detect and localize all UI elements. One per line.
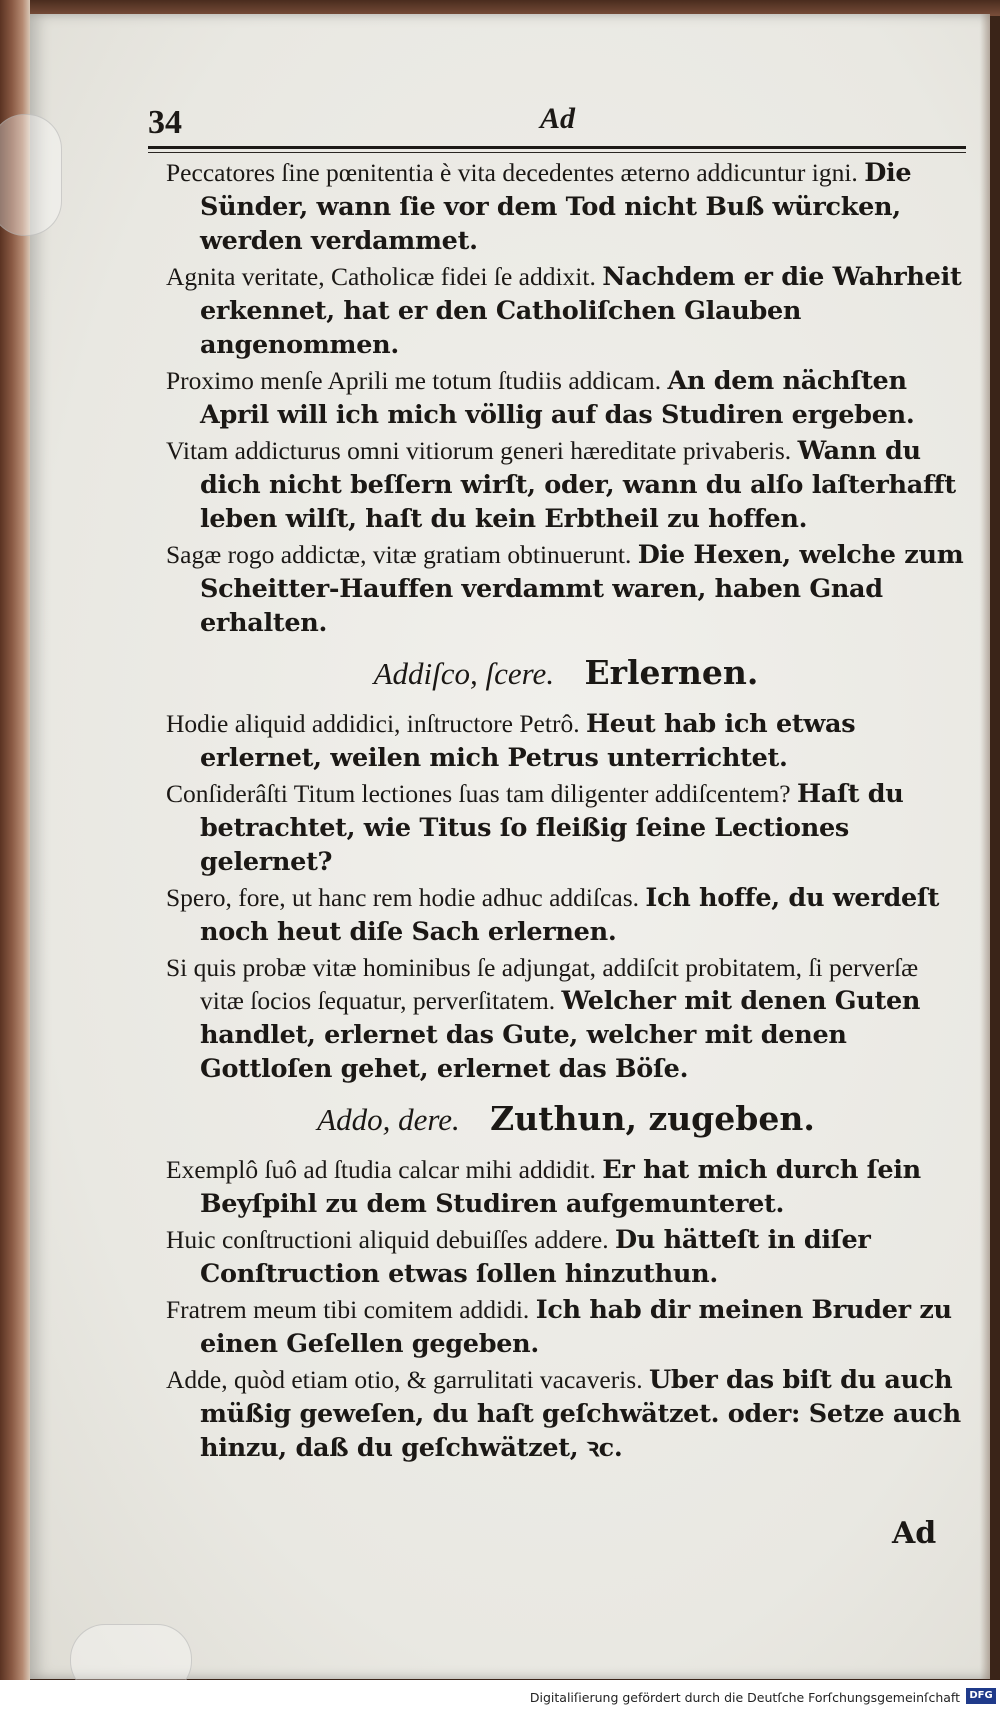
entry [166,364,966,432]
entry [166,881,966,949]
entry [166,707,966,775]
german-translation: Ich hoffe, du werdeſt noch heut diſe Sach erlernen. [200,883,940,947]
german-translation: Er hat mich durch ſein Beyſpihl zu dem Studiren aufgemunteret. [200,1155,921,1219]
german-translation: Heut hab ich etwas erlernet, weilen mich Petrus unterrichtet. [200,709,856,773]
latin-phrase: Peccatores ſine pœnitentia è vita decedentes æterno addicuntur igni. [166,158,858,187]
entry [166,951,966,1086]
book-binding [0,0,30,1713]
german-translation: An dem nächſten April will ich mich völlig auf das Studiren ergeben. [200,366,915,430]
headword-german: Zuthun, zugeben. [490,1099,815,1138]
german-translation: Welcher mit denen Guten handlet, erlernet das Gute, welcher mit denen Gottloſen gehet, erlernet das Böſe. [200,986,921,1084]
page-edge-shadow [980,14,990,1679]
section-heading [166,652,966,697]
page-header [148,92,948,152]
entry [166,260,966,362]
headword-german: Erlernen. [584,653,759,692]
header-rule-thin [148,152,966,153]
latin-phrase: Vitam addicturus omni vitiorum generi hæreditate privaberis. [166,436,792,465]
latin-phrase: Fratrem meum tibi comitem addidi. [166,1295,530,1324]
german-translation: Nachdem er die Wahrheit erkennet, hat er den Catholiſchen Glauben angenommen. [200,262,962,360]
german-translation: Ich hab dir meinen Bruder zu einen Geſellen gegeben. [200,1295,952,1359]
latin-phrase: Exemplô ſuô ad ſtudia calcar mihi addidit. [166,1155,596,1184]
latin-phrase: Huic conſtructioni aliquid debuiſſes addere. [166,1225,609,1254]
page-number: 34 [148,104,182,141]
glass-clip-top [0,114,62,236]
headword-latin: Addo, dere. [317,1102,460,1137]
entry [166,777,966,879]
entry [166,538,966,640]
entry [166,434,966,536]
latin-phrase: Agnita veritate, Catholicæ fidei ſe addixit. [166,262,596,291]
entry [166,1153,966,1221]
german-translation: Haſt du betrachtet, wie Titus ſo fleißig ſeine Lectiones gelernet? [200,779,904,877]
entry [166,1363,966,1465]
german-translation: Wann du dich nicht beſſern wirſt, oder, wann du alſo laſterhafft leben wilſt, haſt du kein Erbtheil zu hoffen. [200,436,956,534]
footer-credit: Digitaliſierung gefördert durch die Deutſche Forſchungsgemeinſchaft [529,1690,960,1705]
german-translation: Die Hexen, welche zum Scheitter-Hauffen verdammt waren, haben Gnad erhalten. [200,540,964,638]
latin-phrase: Hodie aliquid addidici, inſtructore Petrô. [166,709,580,738]
latin-phrase: Conſiderâſti Titum lectiones ſuas tam diligenter addiſcentem? [166,779,791,808]
latin-phrase: Adde, quòd etiam otio, & garrulitati vacaveris. [166,1365,643,1394]
dictionary-body [166,156,966,1467]
german-translation: Die Sünder, wann ſie vor dem Tod nicht Buß würcken, werden verdammet. [200,158,912,256]
dfg-logo-icon: DFG [966,1688,996,1704]
latin-phrase: Sagæ rogo addictæ, vitæ gratiam obtinuerunt. [166,540,632,569]
header-rule-thick [148,146,966,149]
entry [166,1293,966,1361]
headword-latin: Addiſco, ſcere. [373,656,555,691]
latin-phrase: Spero, fore, ut hanc rem hodie adhuc addiſcas. [166,883,639,912]
german-translation: Du hätteſt in diſer Conſtruction etwas ſollen hinzuthun. [200,1225,871,1289]
german-translation: Uber das biſt du auch müßig geweſen, du haſt geſchwätzet. oder: Setze auch hinzu, daß du geſchwätzet, ꝛc. [200,1365,961,1463]
entry [166,1223,966,1291]
catchword: Ad [892,1516,937,1551]
section-heading [166,1098,966,1143]
latin-phrase: Si quis probæ vitæ hominibus ſe adjungat, addiſcit probitatem, ſi perverſæ vitæ ſocios ſequatur, perverſitatem. [166,953,919,1015]
entry [166,156,966,258]
latin-phrase: Proximo menſe Aprili me totum ſtudiis addicam. [166,366,662,395]
running-head: Ad [540,102,576,135]
